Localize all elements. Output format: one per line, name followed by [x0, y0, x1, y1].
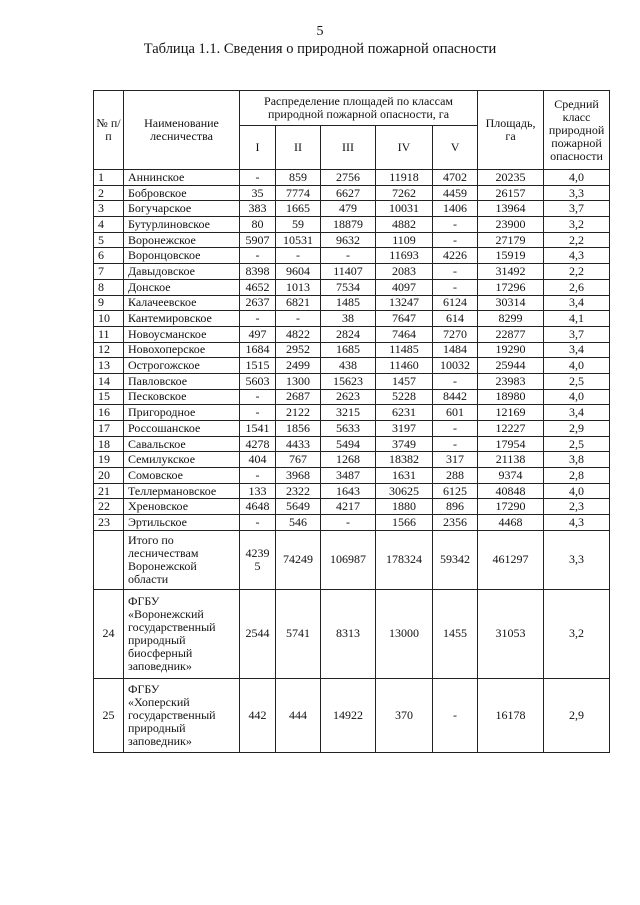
forestry-name: Аннинское	[124, 170, 240, 186]
class-3-area: 2623	[321, 389, 376, 405]
row-number: 16	[94, 405, 124, 421]
row-number: 10	[94, 311, 124, 327]
class-3-area: 1685	[321, 342, 376, 358]
table-row	[94, 405, 610, 421]
class-4-area: 18382	[376, 452, 433, 468]
class-1-area: -	[240, 468, 276, 484]
row-number: 2	[94, 185, 124, 201]
avg-class: 3,3	[544, 530, 610, 589]
class-5-area: 4702	[433, 170, 478, 186]
class-3-area: 1485	[321, 295, 376, 311]
reserve-row	[94, 678, 610, 752]
forestry-name: Новохоперское	[124, 342, 240, 358]
reserve-name-line: «Хоперский	[128, 694, 190, 709]
forestry-name: Бобровское	[124, 185, 240, 201]
class-4-area: 3749	[376, 436, 433, 452]
class-1-area: 5603	[240, 373, 276, 389]
forestry-name: Хреновское	[124, 499, 240, 515]
total-area: 27179	[478, 232, 544, 248]
class-4-area: 11485	[376, 342, 433, 358]
avg-class: 4,1	[544, 311, 610, 327]
total-area: 9374	[478, 468, 544, 484]
forestry-name: Семилукское	[124, 452, 240, 468]
class-4-area: 11918	[376, 170, 433, 186]
class-2-area: 74249	[276, 530, 321, 589]
class-5-area: 7270	[433, 326, 478, 342]
row-number: 5	[94, 232, 124, 248]
reserve-name-line: биосферный	[128, 645, 193, 660]
reserve-name-line: природный	[128, 720, 186, 735]
class-4-area: 7464	[376, 326, 433, 342]
total-area: 19290	[478, 342, 544, 358]
class-2-area: 859	[276, 170, 321, 186]
class-2-area: 5741	[276, 589, 321, 678]
row-number: 23	[94, 515, 124, 531]
row-number: 12	[94, 342, 124, 358]
avg-class: 3,7	[544, 201, 610, 217]
class-3-area: -	[321, 515, 376, 531]
class-3-area: 3215	[321, 405, 376, 421]
class-2-area: 2122	[276, 405, 321, 421]
class-2-area: -	[276, 311, 321, 327]
class-4-area: 1880	[376, 499, 433, 515]
class-4-area: 7262	[376, 185, 433, 201]
class-1-area: 35	[240, 185, 276, 201]
total-area: 26157	[478, 185, 544, 201]
avg-class: 2,2	[544, 264, 610, 280]
class-3-area: 11407	[321, 264, 376, 280]
class-5-area: -	[433, 279, 478, 295]
avg-class: 3,4	[544, 295, 610, 311]
header-class-1: I	[240, 126, 276, 170]
row-number: 17	[94, 421, 124, 437]
class-5-area: 6124	[433, 295, 478, 311]
total-area: 30314	[478, 295, 544, 311]
avg-class: 4,3	[544, 248, 610, 264]
row-number: 20	[94, 468, 124, 484]
class-1-area: -	[240, 311, 276, 327]
row-number: 19	[94, 452, 124, 468]
class-5-area: 59342	[433, 530, 478, 589]
page-number: 5	[316, 24, 324, 39]
table-row	[94, 248, 610, 264]
class-5-area: 614	[433, 311, 478, 327]
avg-class: 2,3	[544, 499, 610, 515]
class-2-area: 1300	[276, 373, 321, 389]
table-row	[94, 185, 610, 201]
class-1-area: -	[240, 405, 276, 421]
class-4-area: 178324	[376, 530, 433, 589]
class-1-area: -	[240, 170, 276, 186]
total-area: 17954	[478, 436, 544, 452]
class-3-area: 479	[321, 201, 376, 217]
forestry-name: Новоусманское	[124, 326, 240, 342]
class-5-area: -	[433, 421, 478, 437]
row-number: 13	[94, 358, 124, 374]
row-number: 9	[94, 295, 124, 311]
table-row	[94, 326, 610, 342]
class-5-area: -	[433, 217, 478, 233]
class-5-area: -	[433, 232, 478, 248]
table-row	[94, 264, 610, 280]
class-2-area: 546	[276, 515, 321, 531]
class-4-area: 1109	[376, 232, 433, 248]
class-5-area: 1406	[433, 201, 478, 217]
reserve-name-line: ФГБУ	[128, 681, 160, 696]
class-1-area: 383	[240, 201, 276, 217]
forestry-name: Острогожское	[124, 358, 240, 374]
header-class-5: V	[433, 126, 478, 170]
total-area: 16178	[478, 678, 544, 752]
reserve-name-line: государственный	[128, 619, 216, 634]
class-3-area: 2824	[321, 326, 376, 342]
class-3-area: 3487	[321, 468, 376, 484]
class-5-area: -	[433, 436, 478, 452]
class-1-area: -	[240, 515, 276, 531]
class-1-area-line: 4239	[245, 545, 270, 560]
class-5-area: 4226	[433, 248, 478, 264]
class-4-area: 7647	[376, 311, 433, 327]
class-5-area: 317	[433, 452, 478, 468]
reserve-name-line: «Воронежский	[128, 606, 204, 621]
reserve-name-line: ФГБУ	[128, 593, 160, 608]
class-2-area: 7774	[276, 185, 321, 201]
class-4-area: 6231	[376, 405, 433, 421]
row-number: 8	[94, 279, 124, 295]
total-area: 40848	[478, 483, 544, 499]
class-3-area: 5494	[321, 436, 376, 452]
class-5-area: -	[433, 373, 478, 389]
forestry-name: Давыдовское	[124, 264, 240, 280]
class-2-area: 4433	[276, 436, 321, 452]
class-3-area: 7534	[321, 279, 376, 295]
class-1-area: 1541	[240, 421, 276, 437]
avg-class: 2,8	[544, 468, 610, 484]
avg-class: 2,9	[544, 421, 610, 437]
forestry-name: Бутурлиновское	[124, 217, 240, 233]
row-number: 22	[94, 499, 124, 515]
row-number: 25	[94, 678, 124, 752]
class-3-area: 5633	[321, 421, 376, 437]
header-class-4: IV	[376, 126, 433, 170]
class-2-area: 767	[276, 452, 321, 468]
class-4-area: 4097	[376, 279, 433, 295]
class-3-area: 18879	[321, 217, 376, 233]
header-num: № п/п	[94, 91, 124, 170]
table-row	[94, 499, 610, 515]
class-2-area: 59	[276, 217, 321, 233]
class-4-area: 370	[376, 678, 433, 752]
total-label-line: лесничествам	[128, 545, 199, 560]
header-distribution: Распределение площадей по классам природной пожарной опасности, га	[240, 91, 478, 126]
class-5-area: 4459	[433, 185, 478, 201]
table-row	[94, 217, 610, 233]
row-number: 3	[94, 201, 124, 217]
class-3-area: 106987	[321, 530, 376, 589]
total-area: 18980	[478, 389, 544, 405]
class-3-area: -	[321, 248, 376, 264]
row-number	[94, 530, 124, 589]
forestry-name: Калачеевское	[124, 295, 240, 311]
avg-class: 3,4	[544, 342, 610, 358]
class-2-area: 2322	[276, 483, 321, 499]
class-4-area: 4882	[376, 217, 433, 233]
avg-class: 2,5	[544, 373, 610, 389]
forestry-name: Павловское	[124, 373, 240, 389]
total-area: 20235	[478, 170, 544, 186]
total-label	[124, 530, 240, 589]
class-4-area: 5228	[376, 389, 433, 405]
class-4-area: 1566	[376, 515, 433, 531]
avg-class: 4,0	[544, 389, 610, 405]
reserve-name-line: заповедник»	[128, 658, 192, 673]
class-1-area-line: 5	[254, 558, 261, 573]
header-class-2: II	[276, 126, 321, 170]
forestry-name: Теллермановское	[124, 483, 240, 499]
class-1-area: 2544	[240, 589, 276, 678]
table-row	[94, 170, 610, 186]
class-4-area: 2083	[376, 264, 433, 280]
class-5-area: 10032	[433, 358, 478, 374]
class-5-area: 1484	[433, 342, 478, 358]
class-3-area: 15623	[321, 373, 376, 389]
table-row	[94, 201, 610, 217]
class-3-area: 8313	[321, 589, 376, 678]
class-5-area: 601	[433, 405, 478, 421]
class-2-area: 9604	[276, 264, 321, 280]
class-2-area: 5649	[276, 499, 321, 515]
avg-class: 3,7	[544, 326, 610, 342]
class-1-area: 1515	[240, 358, 276, 374]
class-2-area: 3968	[276, 468, 321, 484]
reserve-name-line: заповедник»	[128, 733, 192, 748]
class-4-area: 10031	[376, 201, 433, 217]
class-3-area: 438	[321, 358, 376, 374]
forestry-name: Донское	[124, 279, 240, 295]
table-row	[94, 311, 610, 327]
header-class-3: III	[321, 126, 376, 170]
table-row	[94, 421, 610, 437]
class-5-area: 8442	[433, 389, 478, 405]
row-number: 1	[94, 170, 124, 186]
class-1-area: 4652	[240, 279, 276, 295]
header-name: Наименование лесничества	[124, 91, 240, 170]
class-3-area: 6627	[321, 185, 376, 201]
class-1-area: -	[240, 389, 276, 405]
class-1-area: 442	[240, 678, 276, 752]
class-4-area: 11460	[376, 358, 433, 374]
total-area: 23983	[478, 373, 544, 389]
total-area: 4468	[478, 515, 544, 531]
class-1-area: 133	[240, 483, 276, 499]
forestry-name: Воронцовское	[124, 248, 240, 264]
header-avg-class: Средний класс природной пожарной опасности	[544, 91, 610, 170]
class-2-area: -	[276, 248, 321, 264]
avg-class: 2,9	[544, 678, 610, 752]
total-area: 23900	[478, 217, 544, 233]
class-4-area: 13000	[376, 589, 433, 678]
class-3-area: 14922	[321, 678, 376, 752]
header-area: Площадь, га	[478, 91, 544, 170]
table-row	[94, 483, 610, 499]
reserve-name	[124, 678, 240, 752]
reserve-row	[94, 589, 610, 678]
table-row	[94, 515, 610, 531]
table-caption: Таблица 1.1. Сведения о природной пожарной опасности	[143, 41, 497, 57]
total-area: 461297	[478, 530, 544, 589]
row-number: 18	[94, 436, 124, 452]
class-1-area: 4648	[240, 499, 276, 515]
row-number: 21	[94, 483, 124, 499]
avg-class: 4,0	[544, 170, 610, 186]
reserve-name-line: природный	[128, 632, 186, 647]
total-area: 12227	[478, 421, 544, 437]
avg-class: 2,2	[544, 232, 610, 248]
class-3-area: 38	[321, 311, 376, 327]
forestry-name: Пригородное	[124, 405, 240, 421]
table-row	[94, 373, 610, 389]
forestry-name: Песковское	[124, 389, 240, 405]
class-1-area: 404	[240, 452, 276, 468]
reserve-name	[124, 589, 240, 678]
fire-hazard-table	[93, 90, 610, 753]
class-1-area: 497	[240, 326, 276, 342]
class-2-area: 2499	[276, 358, 321, 374]
class-2-area: 1013	[276, 279, 321, 295]
total-label-line: области	[128, 571, 169, 586]
class-1-area: 8398	[240, 264, 276, 280]
forestry-name: Эртильское	[124, 515, 240, 531]
table-row	[94, 452, 610, 468]
class-4-area: 1631	[376, 468, 433, 484]
class-4-area: 13247	[376, 295, 433, 311]
row-number: 15	[94, 389, 124, 405]
table-row	[94, 358, 610, 374]
avg-class: 4,0	[544, 483, 610, 499]
class-4-area: 1457	[376, 373, 433, 389]
total-label-line: Итого по	[128, 532, 174, 547]
class-2-area: 2687	[276, 389, 321, 405]
total-area: 17290	[478, 499, 544, 515]
class-5-area: -	[433, 264, 478, 280]
total-label-line: Воронежской	[128, 558, 197, 573]
class-3-area: 1643	[321, 483, 376, 499]
total-area: 8299	[478, 311, 544, 327]
table-row	[94, 279, 610, 295]
class-2-area: 10531	[276, 232, 321, 248]
reserve-name-line: государственный	[128, 707, 216, 722]
class-4-area: 3197	[376, 421, 433, 437]
class-1-area	[240, 530, 276, 589]
total-area: 17296	[478, 279, 544, 295]
forestry-name: Кантемировское	[124, 311, 240, 327]
class-1-area: 5907	[240, 232, 276, 248]
class-4-area: 11693	[376, 248, 433, 264]
total-area: 31492	[478, 264, 544, 280]
class-5-area: 1455	[433, 589, 478, 678]
total-area: 12169	[478, 405, 544, 421]
total-area: 25944	[478, 358, 544, 374]
class-5-area: 288	[433, 468, 478, 484]
avg-class: 2,5	[544, 436, 610, 452]
avg-class: 3,2	[544, 589, 610, 678]
row-number: 24	[94, 589, 124, 678]
class-1-area: 4278	[240, 436, 276, 452]
total-area: 15919	[478, 248, 544, 264]
total-area: 31053	[478, 589, 544, 678]
avg-class: 3,4	[544, 405, 610, 421]
class-2-area: 4822	[276, 326, 321, 342]
table-row	[94, 295, 610, 311]
class-5-area: -	[433, 678, 478, 752]
class-2-area: 1665	[276, 201, 321, 217]
avg-class: 3,2	[544, 217, 610, 233]
forestry-name: Россошанское	[124, 421, 240, 437]
row-number: 11	[94, 326, 124, 342]
row-number: 4	[94, 217, 124, 233]
class-5-area: 6125	[433, 483, 478, 499]
class-1-area: 2637	[240, 295, 276, 311]
class-1-area: -	[240, 248, 276, 264]
class-5-area: 896	[433, 499, 478, 515]
table-row	[94, 468, 610, 484]
class-2-area: 6821	[276, 295, 321, 311]
row-number: 6	[94, 248, 124, 264]
avg-class: 3,8	[544, 452, 610, 468]
class-2-area: 444	[276, 678, 321, 752]
avg-class: 3,3	[544, 185, 610, 201]
avg-class: 4,3	[544, 515, 610, 531]
table-row	[94, 389, 610, 405]
avg-class: 4,0	[544, 358, 610, 374]
row-number: 14	[94, 373, 124, 389]
row-number: 7	[94, 264, 124, 280]
class-2-area: 2952	[276, 342, 321, 358]
total-row	[94, 530, 610, 589]
class-3-area: 2756	[321, 170, 376, 186]
class-5-area: 2356	[433, 515, 478, 531]
class-3-area: 9632	[321, 232, 376, 248]
forestry-name: Савальское	[124, 436, 240, 452]
class-2-area: 1856	[276, 421, 321, 437]
total-area: 21138	[478, 452, 544, 468]
class-3-area: 4217	[321, 499, 376, 515]
class-3-area: 1268	[321, 452, 376, 468]
table-row	[94, 342, 610, 358]
class-4-area: 30625	[376, 483, 433, 499]
total-area: 13964	[478, 201, 544, 217]
forestry-name: Сомовское	[124, 468, 240, 484]
table-row	[94, 436, 610, 452]
avg-class: 2,6	[544, 279, 610, 295]
table-row	[94, 232, 610, 248]
forestry-name: Воронежское	[124, 232, 240, 248]
class-1-area: 1684	[240, 342, 276, 358]
class-1-area: 80	[240, 217, 276, 233]
forestry-name: Богучарское	[124, 201, 240, 217]
total-area: 22877	[478, 326, 544, 342]
